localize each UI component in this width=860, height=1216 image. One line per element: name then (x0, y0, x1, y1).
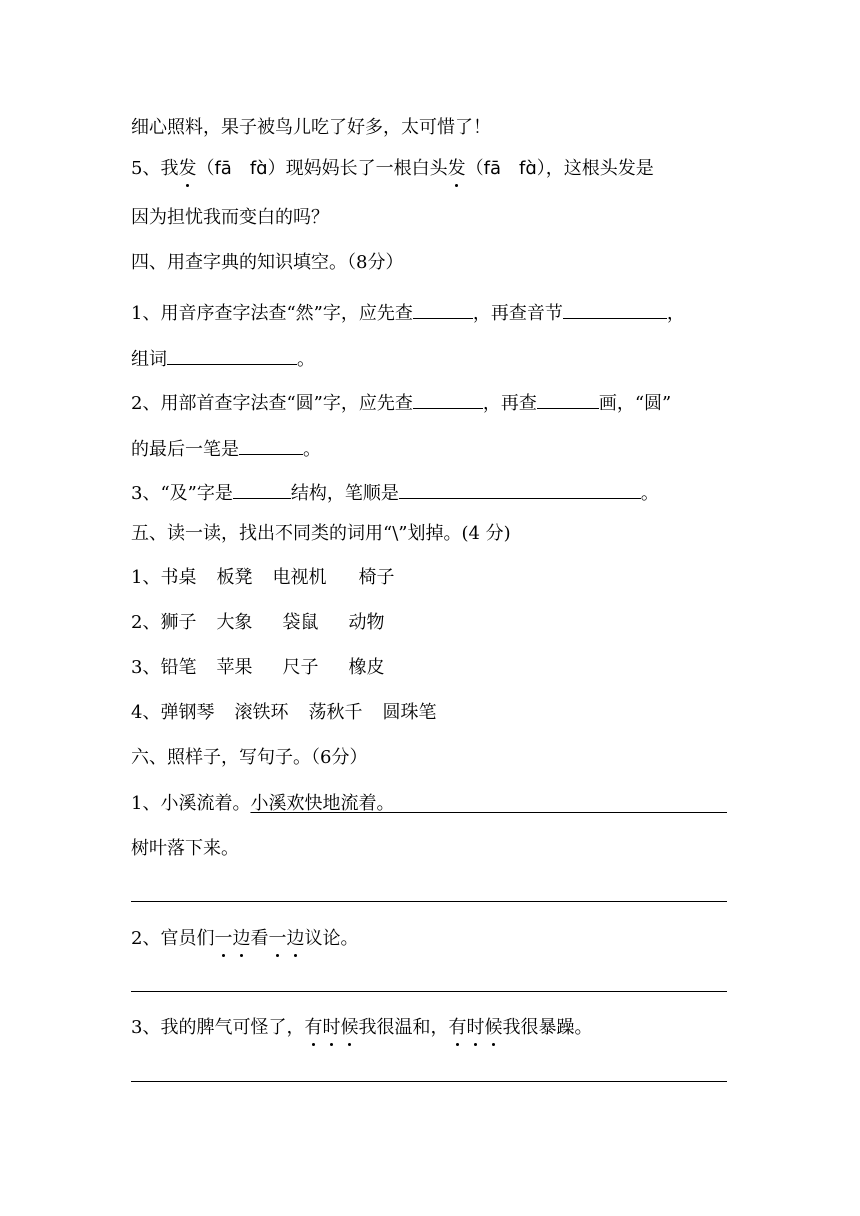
sec5-row-1 (131, 566, 730, 590)
answer-line[interactable] (131, 901, 727, 902)
dotted-char: 边 (286, 928, 305, 949)
word: 板凳 (216, 567, 253, 588)
word: 4、弹钢琴 (131, 702, 215, 723)
fill-blank[interactable] (239, 434, 303, 455)
example-answer: 小溪欢快地流着。 (250, 793, 395, 814)
dotted-char: 发 (447, 158, 466, 179)
word: 大象 (216, 612, 253, 633)
word: 橡皮 (348, 657, 385, 678)
word: 动物 (348, 612, 385, 633)
sec4-q2-line: 2、用部首查字法查“圆”字，应先查 ，再查 画，“圆” (131, 388, 730, 416)
dotted-char: 候 (484, 1017, 503, 1038)
dotted-char: 有 (448, 1017, 467, 1038)
fill-blank[interactable] (399, 478, 641, 499)
answer-line[interactable] (131, 1081, 727, 1082)
dotted-char: 边 (232, 928, 251, 949)
word: 苹果 (216, 657, 253, 678)
dotted-char: 有 (304, 1017, 323, 1038)
example-underline (262, 812, 727, 813)
word: 2、狮子 (131, 612, 197, 633)
fill-blank[interactable] (413, 298, 473, 319)
sec6-q1-line: 1、小溪流着。小溪欢快地流着。 (131, 793, 395, 814)
dotted-char: 时 (466, 1017, 485, 1038)
word: 1、书桌 (131, 567, 197, 588)
sec4-q1-line: 1、用音序查字法查“然”字，应先查 ，再查音节 ， (131, 298, 730, 326)
q3-5-line: 5、我发（fā fɑ̀）现妈妈长了一根白头发（fā fɑ̀），这根头发是 (131, 158, 654, 179)
word: 荡秋千 (308, 702, 363, 723)
word: 圆珠笔 (382, 702, 437, 723)
word: 尺子 (282, 657, 319, 678)
dotted-char: 候 (340, 1017, 359, 1038)
sec6-q1-task: 树叶落下来。 (131, 838, 239, 859)
sec6-q3-line: 3、我的脾气可怪了，有时候我很温和，有时候我很暴躁。 (131, 1017, 593, 1038)
sec4-q2-continuation: 的最后一笔是 。 (131, 434, 730, 462)
answer-line[interactable] (131, 991, 727, 992)
dotted-char: 一 (268, 928, 287, 949)
dotted-char: 一 (214, 928, 233, 949)
fill-blank[interactable] (413, 388, 483, 409)
fill-blank[interactable] (167, 344, 297, 365)
q3-4-continuation: 细心照料，果子被鸟儿吃了好多，太可惜了！ (131, 117, 491, 138)
sec5-row-2 (131, 611, 730, 635)
sec6-q2-line: 2、官员们一边看一边议论。 (131, 928, 359, 949)
dotted-char: 发 (178, 158, 197, 179)
sec4-q3-line: 3、“及”字是 结构，笔顺是 。 (131, 478, 730, 506)
word: 滚铁环 (234, 702, 289, 723)
sec5-row-3 (131, 656, 730, 680)
sec4-q1-continuation: 组词 。 (131, 344, 730, 372)
fill-blank[interactable] (563, 298, 667, 319)
fill-blank[interactable] (537, 388, 599, 409)
fill-blank[interactable] (233, 478, 291, 499)
word: 袋鼠 (282, 612, 319, 633)
word: 椅子 (358, 567, 395, 588)
dotted-char: 时 (322, 1017, 341, 1038)
section-4-title: 四、用查字典的知识填空。（8分） (131, 252, 404, 273)
section-5-title: 五、读一读，找出不同类的词用“\”划掉。(4 分) (131, 523, 511, 544)
sec5-row-4 (131, 701, 730, 725)
q3-5-continuation: 因为担忧我而变白的吗？ (131, 207, 329, 228)
word: 电视机 (272, 567, 327, 588)
section-6-title: 六、照样子，写句子。（6分） (131, 747, 368, 768)
word: 3、铅笔 (131, 657, 197, 678)
